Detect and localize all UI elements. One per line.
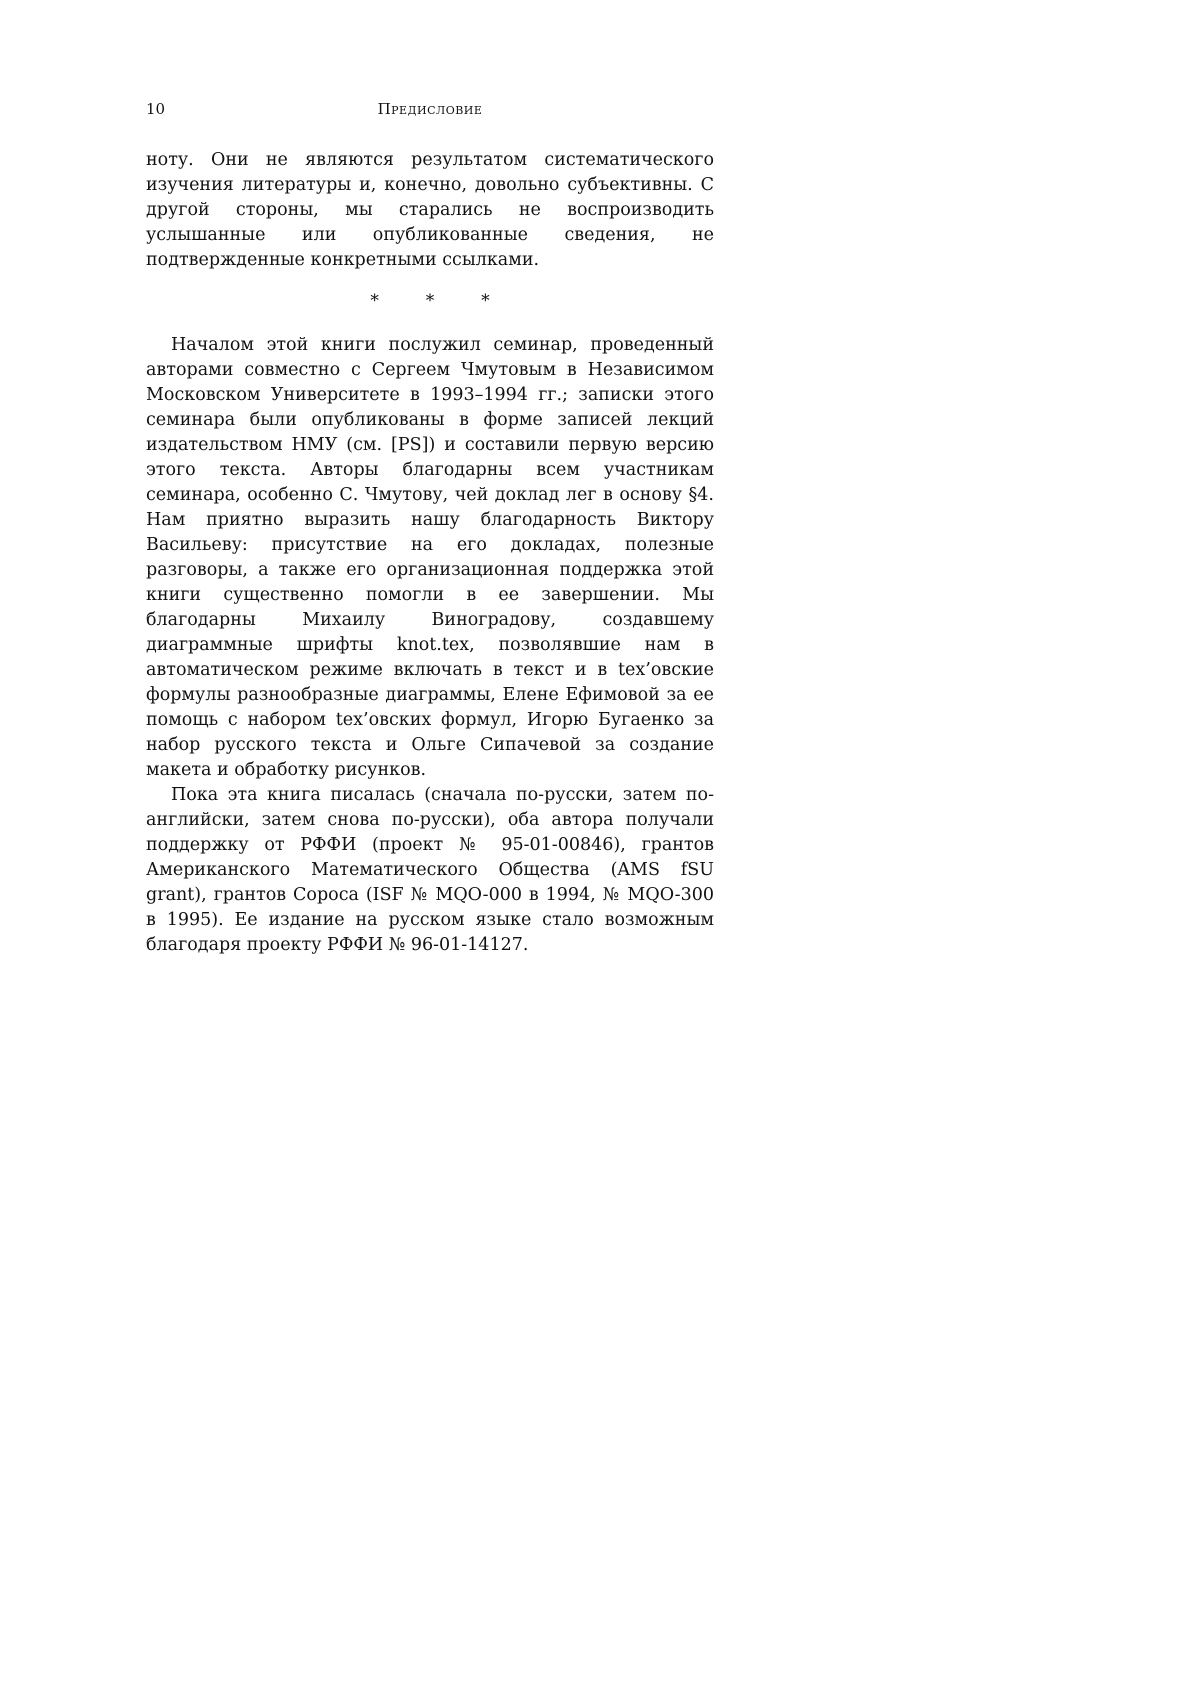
body-text	[146, 148, 714, 958]
section-separator	[146, 273, 714, 333]
paragraph-funding: Пока эта книга писалась (сначала по-русски, затем по-английски, затем снова по-русски), оба автора получали поддержку от РФФИ (проект № 95-01-00846), грантов Американского Математического Общества (AMS fSU grant), грантов Сороса (ISF № MQO-000 в 1994, № MQO-300 в 1995). Ее издание на русском языке стало возможным благодаря проекту РФФИ № 96-01-14127.	[146, 785, 714, 955]
page-number: 10	[146, 100, 166, 118]
running-head: Предисловие	[377, 100, 483, 118]
separator-asterisk: *	[481, 291, 490, 311]
separator-asterisk: *	[370, 291, 379, 311]
separator-asterisk: *	[425, 291, 435, 311]
page-header	[146, 100, 714, 124]
paragraph-acknowledgements: Началом этой книги послужил семинар, проведенный авторами совместно с Сергеем Чмутовым в Независимом Московском Университете в 1993–1994 гг.; записки этого семинара были опубликованы в форме записей лекций издательством НМУ (см. [PS]) и составили первую версию этого текста. Авторы благодарны всем участникам семинара, особенно С. Чмутову, чей доклад лег в основу §4. Нам приятно выразить нашу благодарность Виктору Васильеву: присутствие на его докладах, полезные разговоры, а также его организационная поддержка этой книги существенно помогли в ее завершении. Мы благодарны Михаилу Виноградову, создавшему диаграммные шрифты knot.tex, позволявшие нам в автоматическом режиме включать в текст и в tex’овские формулы разнообразные диаграммы, Елене Ефимовой за ее помощь с набором tex’овских формул, Игорю Бугаенко за набор русского текста и Ольге Сипачевой за создание макета и обработку рисунков.	[146, 335, 714, 780]
paragraph-continued: ноту. Они не являются результатом систематического изучения литературы и, конечно, довольно субъективны. С другой стороны, мы старались не воспроизводить услышанные или опубликованные сведения, не подтвержденные конкретными ссылками.	[146, 150, 714, 270]
